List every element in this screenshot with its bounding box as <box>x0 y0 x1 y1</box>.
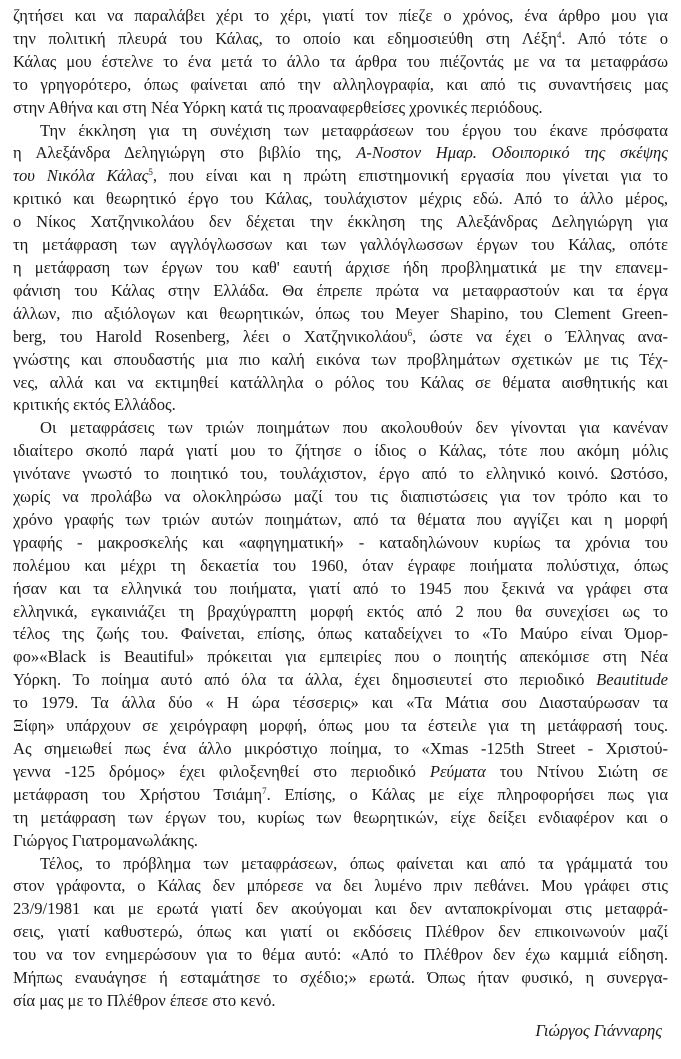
text-line: άλλων, πιο αξιόλογων και θεωρητικών, όπως του Meyer Shapino, του Clement Green- <box>13 303 668 323</box>
text-line: στην Αθήνα και στη Νέα Υόρκη κατά τις προαναφερθείσες χρονικές περιόδους. <box>13 97 543 117</box>
text-line: πολέμου και μέχρι τη δεκαετία του 1960, όταν έγραφε ποιήματα πολύστιχα, όπως <box>13 555 668 575</box>
text-line: ο Νίκος Χατζηνικολάου δεν δέχεται την έκκληση της Αλεξάνδρας Δεληγιώργη για <box>13 212 668 232</box>
book-title: του Νικόλα Κάλας <box>13 166 149 186</box>
text-line: γινότανε γνωστό το ποιητικό του, τουλάχιστον, έργο από το ελληνικό κοινό. Ωστόσο, <box>13 464 668 484</box>
text-line: ιδιαίτερο σκοπό παρά γιατί μου το ζήτησε ο ίδιος ο Κάλας, τότε που ακόμη μόλις <box>13 441 668 461</box>
text-line: τη μετάφραση των αγγλόγλωσσων και των γαλλόγλωσσων έργων του Κάλας, οπότε <box>13 235 668 255</box>
text-line: χωρίς να προλάβω να ολοκληρώσω μαζί του τις διαπιστώσεις για τον τρόπο και το <box>13 487 668 507</box>
paragraph-1 <box>13 5 668 120</box>
text-line: Ξίφη» υπάρχουν σε χειρόγραφη μορφή, όπως μου τα έστειλε για τη μετάφρασή τους. <box>13 716 668 736</box>
footnote-ref[interactable]: 4 <box>556 29 562 40</box>
text-line: γραφής - μακροσκελής και «αφηγηματική» - καταδηλώνουν κυρίως τα χρόνια του <box>13 532 668 552</box>
text-line: χρόνο γραφής των τριών αυτών ποιημάτων, από τα θέματα που αγγίζει και η μορφή <box>13 509 668 529</box>
text-line: τη μετάφραση των έργων του, κυρίως των θεωρητικών, είχε δείξει ενδιαφέρον και ο <box>13 807 668 827</box>
text-line: κριτικό και θεωρητικό έργο του Κάλας, τουλάχιστον μέχρις εδώ. Από το άλλο μέρος, <box>13 189 668 209</box>
text-line: Οι μεταφράσεις των τριών ποιημάτων που ακολουθούν δεν γίνονται για κανέναν <box>40 418 668 438</box>
text-line: το 1979. Τα άλλα δύο « Η ώρα τέσσερις» και «Τα Μάτια σου Διασταύρωσαν τα <box>13 693 668 713</box>
paragraph-4 <box>13 853 668 1013</box>
text-line: του να τον ενημερώσουν για το θέμα αυτό: «Από το Πλέθρον δεν έχω καμμιά είδηση. <box>13 945 668 965</box>
magazine-title: Ρεύματα <box>429 761 486 781</box>
text-line: ζητήσει και να παραλάβει χέρι το χέρι, γιατί τον πίεζε ο χρόνος, ένα άρθρο μου για <box>13 6 668 25</box>
text-line: ελληνικά, εγκαινιάζει τη βραχύγραπτη μορφή εκτός από 2 που θα συνεχίσει ως το <box>13 601 668 621</box>
text-line: γεννα -125 δρόμος» έχει φιλοξενηθεί στο περιοδικό Ρεύματα του Ντίνου Σιώτη σε <box>13 761 668 781</box>
text-line: η Αλεξάνδρα Δεληγιώργη στο βιβλίο της, Α-Νοστον Ημαρ. Οδοιπορικό της σκέψης <box>13 143 668 163</box>
text-line: την πολιτική πλευρά του Κάλας, το οποίο και εδημοσιεύθη στη Λέξη$^4$. Από τότε ο <box>13 28 668 48</box>
text-line: berg, του Harold Rosenberg, λέει ο Χατζηνικολάου$^6$, ώστε να έχει ο Έλληνας ανα- <box>13 326 668 346</box>
text-line: κριτικής εκτός Ελλάδος. <box>13 395 176 415</box>
text-line: σία μας με το Πλέθρον έπεσε στο κενό. <box>13 990 276 1010</box>
text-line: Κάλας μου έστελνε το ένα μετά το άλλο τα άρθρα του πιέζοντάς με να τα μεταφράσω <box>13 51 668 71</box>
text-line: φο»«Black is Beautiful» πρόκειται για εμπειρίες που ο ποιητής απεκόμισε στη Νέα <box>13 647 668 667</box>
footnote-ref[interactable]: 6 <box>407 327 413 338</box>
text-line: Την έκκληση για τη συνέχιση των μεταφράσεων του έργου του έκανε πρόσφατα <box>40 120 668 140</box>
text-line: στον γράφοντα, ο Κάλας δεν μπόρεσε να δει λυμένο πριν πεθάνει. Μου γράφει στις <box>13 876 668 896</box>
footnote-ref[interactable]: 5 <box>148 167 153 178</box>
text-line: Υόρκη. Το ποίημα αυτό από όλα τα άλλα, έχει δημοσιευτεί στο περιοδικό Beautitude <box>13 670 668 690</box>
text-line: γνώστης και σπουδαστής μια πιο καλή εικόνα των προβλημάτων σχετικών με τις Τέχ- <box>13 349 668 369</box>
text-line: ήσαν και τα ελληνικά του ποιήματα, γιατί από το 1945 που ξεκινά να γράφει στα <box>13 578 668 598</box>
footnote-ref[interactable]: 7 <box>262 785 267 796</box>
text-line: Γιώργος Γιατρομανωλάκης. <box>13 830 198 850</box>
text-line: Μήπως εναυάγησε ή εσταμάτησε το σχέδιο;» ερωτά. Όπως ήταν φυσικό, η συνεργα- <box>13 968 668 988</box>
magazine-title: Beautitude <box>596 670 668 690</box>
text-line: του Νικόλα Κάλας$^5$, που είναι και η πρώτη επιστημονική εργασία που γίνεται για το <box>13 166 668 186</box>
text-line: Τέλος, το πρόβλημα των μεταφράσεων, όπως φαίνεται και από τα γράμματά του <box>40 853 668 873</box>
text-line: νες, αλλά και να εκτιμηθεί κατάλληλα ο ρόλος του Κάλας σε θέματα αισθητικής και <box>13 372 668 392</box>
author-signature: Γιώργος Γιάνναρης <box>535 1021 662 1040</box>
text-line: Ας σημειωθεί πως ένα άλλο μικρόστιχο ποίημα, το «Xmas -125th Street - Χριστού- <box>13 739 668 758</box>
text-line: το γρηγορότερο, όπως φαίνεται από την αλληλογραφία, και από τις συναντήσεις μας <box>13 74 668 94</box>
text-line: μετάφραση του Χρήστου Τσιάμη$^7$. Επίσης, ο Κάλας με είχε πληροφορήσει πως για <box>13 784 669 804</box>
text-line: σεις, γιατί καθυστερώ, όπως και γιατί οι εκδόσεις Πλέθρον δεν επικοινωνούν μαζί <box>13 922 668 942</box>
text-line: η μετάφραση των έργων του καθ' εαυτή άρχισε ήδη προβληματικά με την επανεμ- <box>13 257 668 277</box>
paragraph-2 <box>13 120 668 418</box>
text-line: 23/9/1981 και με ερωτά γιατί δεν ακούγομαι και δεν ανταποκρίνομαι στις μεταφρά- <box>13 899 668 919</box>
text-line: τέλος της ζωής του. Φαίνεται, επίσης, όπως καταδείχνει το «Το Μαύρο είναι Όμορ- <box>13 624 668 644</box>
book-title: Α-Νοστον Ημαρ. Οδοιπορικό της σκέψης <box>356 143 668 163</box>
document-page <box>13 5 668 1013</box>
text-line: φάνιση του Κάλας στην Ελλάδα. Θα έπρεπε πρώτα να μεταφραστούν και τα έργα <box>13 280 668 300</box>
paragraph-3 <box>13 417 668 852</box>
